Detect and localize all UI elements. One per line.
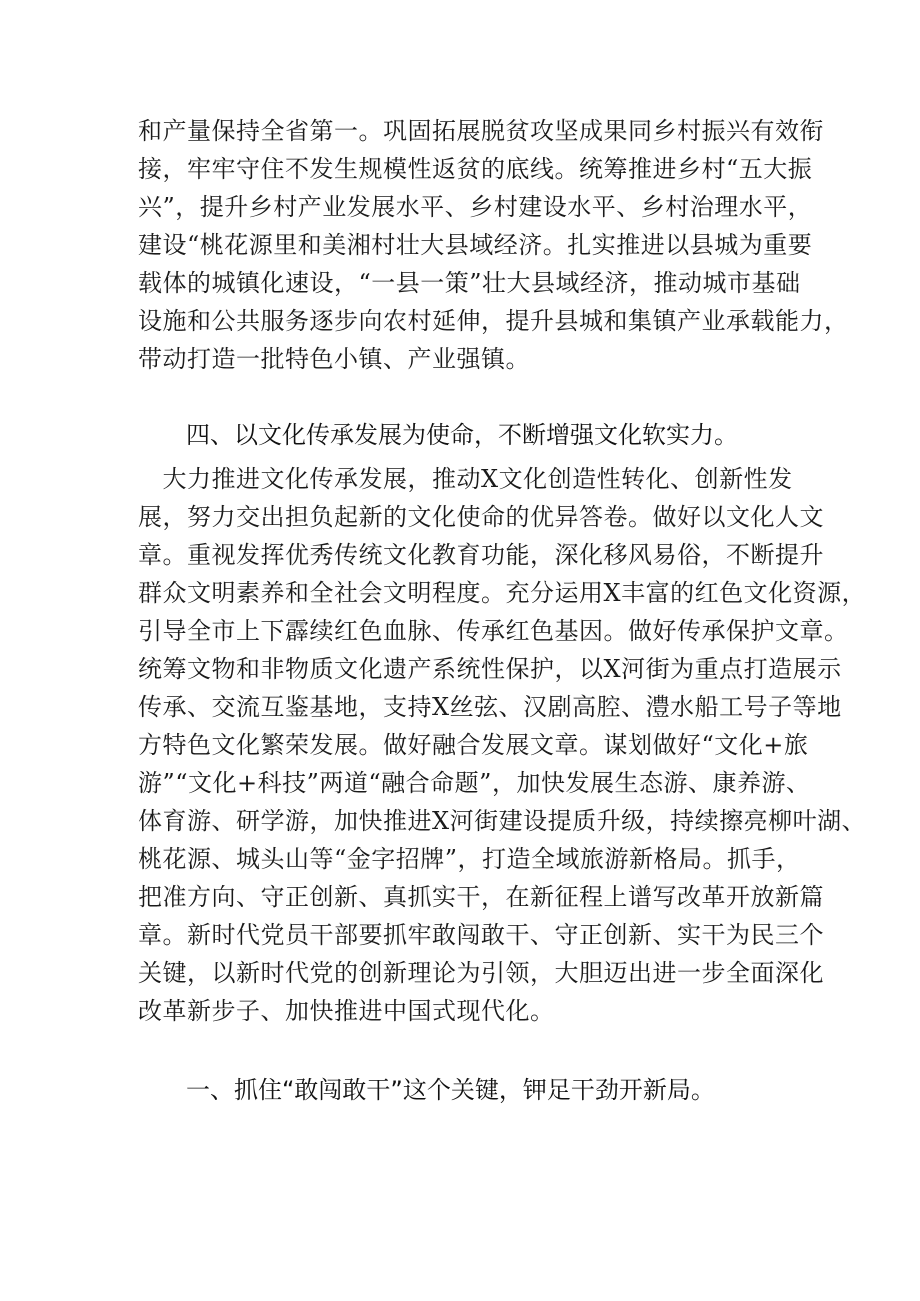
paragraph-line: 统筹文物和非物质文化遗产系统性保护，以X河街为重点打造展示 [138, 655, 842, 683]
paragraph-line: 带动打造一批特色小镇、产业强镇。 [138, 345, 530, 373]
paragraph-line: 传承、交流互鉴基地，支持X丝弦、汉剧高腔、澧水船工号子等地 [138, 693, 842, 721]
paragraph-line: 接，牢牢守住不发生规模性返贫的底线。统筹推进乡村“五大振 [138, 155, 813, 183]
section-heading: 一、抓住“敢闯敢干”这个关键，钾足干劲开新局。 [186, 1076, 715, 1104]
paragraph-line: 关键，以新时代党的创新理论为引领，大胆迈出进一步全面深化 [138, 959, 824, 987]
paragraph-line: 大力推进文化传承发展，推动X文化创造性转化、创新性发 [138, 465, 793, 493]
paragraph-line: 章。重视发挥优秀传统文化教育功能，深化移风易俗，不断提升 [138, 541, 824, 569]
paragraph-line: 设施和公共服务逐步向农村延伸，提升县城和集镇产业承载能力， [138, 307, 849, 335]
paragraph-line: 载体的城镇化速设，“一县一策”壮大县域经济，推动城市基础 [138, 269, 801, 297]
paragraph-line: 游”“文化+科技”两道“融合命题”，加快发展生态游、康养游、 [138, 769, 811, 797]
paragraph-line: 体育游、研学游，加快推进X河街建设提质升级，持续擦亮柳叶湖、 [138, 807, 867, 835]
paragraph-line: 兴”，提升乡村产业发展水平、乡村建设水平、乡村治理水平， [138, 193, 813, 221]
paragraph-line: 和产量保持全省第一。巩固拓展脱贫攻坚成果同乡村振兴有效衔 [138, 117, 824, 145]
paragraph-line: 章。新时代党员干部要抓牢敢闯敢干、守正创新、实干为民三个 [138, 921, 824, 949]
paragraph-line: 方特色文化繁荣发展。做好融合发展文章。谋划做好“文化+旅 [138, 731, 809, 759]
paragraph-line: 群众文明素养和全社会文明程度。充分运用X丰富的红色文化资源， [138, 579, 867, 607]
section-heading: 四、以文化传承发展为使命，不断增强文化软实力。 [186, 421, 738, 449]
paragraph-line: 桃花源、城头山等“金字招牌”，打造全域旅游新格局。抓手， [138, 845, 801, 873]
paragraph-line: 展，努力交出担负起新的文化使命的优异答卷。做好以文化人文 [138, 503, 824, 531]
paragraph-line: 把准方向、守正创新、真抓实干，在新征程上谱写改革开放新篇 [138, 883, 824, 911]
paragraph-line: 改革新步子、加快推进中国式现代化。 [138, 997, 555, 1025]
paragraph-line: 建设“桃花源里和美湘村壮大县域经济。扎实推进以县城为重要 [138, 231, 813, 259]
paragraph-line: 引导全市上下霹续红色血脉、传承红色基因。做好传承保护文章。 [138, 617, 849, 645]
